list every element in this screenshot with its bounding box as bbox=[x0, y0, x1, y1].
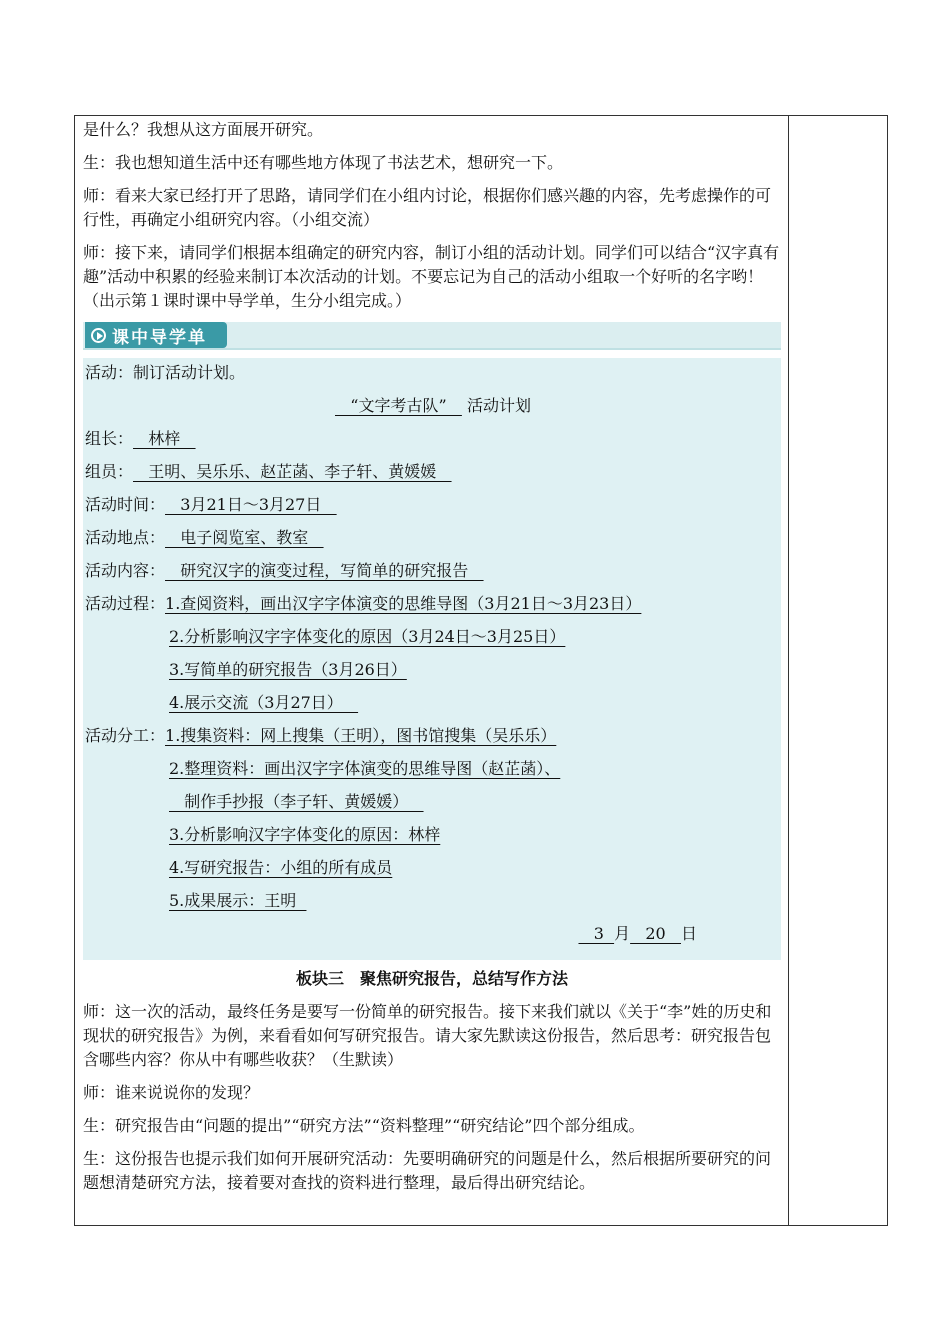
place-label: 活动地点： bbox=[85, 528, 166, 547]
members-label: 组员： bbox=[85, 462, 134, 481]
process-row bbox=[85, 624, 781, 657]
leader-label: 组长： bbox=[85, 429, 134, 448]
division-row bbox=[85, 756, 781, 789]
leader-value: 林梓 bbox=[133, 429, 196, 448]
table-column-divider bbox=[788, 115, 789, 1226]
guide-banner-tag bbox=[85, 322, 227, 348]
intro-paragraph: 是什么？我想从这方面展开研究。 bbox=[83, 120, 324, 139]
guide-banner-label: 课中导学单 bbox=[112, 327, 207, 348]
plan-date bbox=[85, 921, 781, 954]
intro-paragraph: 生：我也想知道生活中还有哪些地方体现了书法艺术，想研究一下。 bbox=[83, 153, 564, 172]
date-day-label: 日 bbox=[680, 924, 697, 943]
process-label: 活动过程： bbox=[85, 594, 166, 613]
plan-title bbox=[85, 393, 781, 426]
content-value: 研究汉字的演变过程，写简单的研究报告 bbox=[165, 561, 484, 580]
place-value: 电子阅览室、教室 bbox=[165, 528, 324, 547]
closing-paragraph: 生：这份报告也提示我们如何开展研究活动：先要明确研究的问题是什么，然后根据所要研究的问题想清楚研究方法，接着要对查找的资料进行整理，最后得出研究结论。 bbox=[83, 1149, 772, 1192]
process-step: 2.分析影响汉字字体变化的原因（3月24日～3月25日） bbox=[169, 627, 566, 646]
division-row bbox=[85, 822, 781, 855]
time-label: 活动时间： bbox=[85, 495, 166, 514]
process-row bbox=[85, 690, 781, 723]
members-value: 王明、吴乐乐、赵芷菡、李子轩、黄媛媛 bbox=[133, 462, 452, 481]
process-step: 1.查阅资料，画出汉字字体演变的思维导图（3月21日～3月23日） bbox=[165, 594, 642, 613]
division-row bbox=[85, 855, 781, 888]
activity-plan-box bbox=[83, 358, 781, 960]
division-step: 5.成果展示：王明 bbox=[169, 891, 307, 910]
place-row bbox=[85, 525, 781, 558]
process-row bbox=[85, 591, 781, 624]
time-row bbox=[85, 492, 781, 525]
lesson-content bbox=[83, 118, 781, 1204]
division-step: 2.整理资料：画出汉字字体演变的思维导图（赵芷菡）、 bbox=[169, 759, 561, 778]
closing-paragraph: 生：研究报告由“问题的提出”“研究方法”“资料整理”“研究结论”四个部分组成。 bbox=[83, 1116, 645, 1135]
process-step: 3.写简单的研究报告（3月26日） bbox=[169, 660, 407, 679]
division-row bbox=[85, 723, 781, 756]
section-title: 板块三 聚焦研究报告，总结写作方法 bbox=[295, 969, 568, 988]
content-row bbox=[85, 558, 781, 591]
division-row bbox=[85, 888, 781, 921]
division-label: 活动分工： bbox=[85, 726, 166, 745]
plan-title-suffix: 活动计划 bbox=[466, 396, 531, 415]
division-step: 1.搜集资料：网上搜集（王明），图书馆搜集（吴乐乐） bbox=[165, 726, 557, 745]
process-step: 4.展示交流（3月27日） bbox=[169, 693, 359, 712]
date-day: 20 bbox=[630, 924, 681, 943]
activity-line: 活动：制订活动计划。 bbox=[85, 363, 246, 382]
date-month-label: 月 bbox=[614, 924, 631, 943]
division-row bbox=[85, 789, 781, 822]
intro-paragraph: 师：接下来，请同学们根据本组确定的研究内容，制订小组的活动计划。同学们可以结合“汉字真有趣”活动中积累的经验来制订本次活动的计划。不要忘记为自己的活动小组取一个好听的名字哟！（出示第１课时课中导学单，生分小组完成。） bbox=[83, 243, 780, 310]
members-row bbox=[85, 459, 781, 492]
intro-paragraph: 师：看来大家已经打开了思路，请同学们在小组内讨论，根据你们感兴趣的内容，先考虑操作的可行性，再确定小组研究内容。（小组交流） bbox=[83, 186, 772, 229]
division-step: 3.分析影响汉字字体变化的原因：林梓 bbox=[169, 825, 441, 844]
team-name: “文字考古队” bbox=[335, 396, 462, 415]
date-month: 3 bbox=[578, 924, 615, 943]
division-step: 制作手抄报（李子轩、黄媛媛） bbox=[169, 792, 424, 811]
process-row bbox=[85, 657, 781, 690]
content-label: 活动内容： bbox=[85, 561, 166, 580]
division-step: 4.写研究报告：小组的所有成员 bbox=[169, 858, 393, 877]
leader-row bbox=[85, 426, 781, 459]
time-value: 3月21日～3月27日 bbox=[165, 495, 337, 514]
play-circle-icon bbox=[91, 328, 106, 343]
closing-paragraph: 师：这一次的活动，最终任务是要写一份简单的研究报告。接下来我们就以《关于“李”姓的历史和现状的研究报告》为例，来看看如何写研究报告。请大家先默读这份报告，然后思考：研究报告包含哪些内容？你从中有哪些收获？（生默读） bbox=[83, 1002, 772, 1069]
closing-paragraph: 师：谁来说说你的发现？ bbox=[83, 1083, 260, 1102]
guide-banner bbox=[83, 322, 781, 350]
